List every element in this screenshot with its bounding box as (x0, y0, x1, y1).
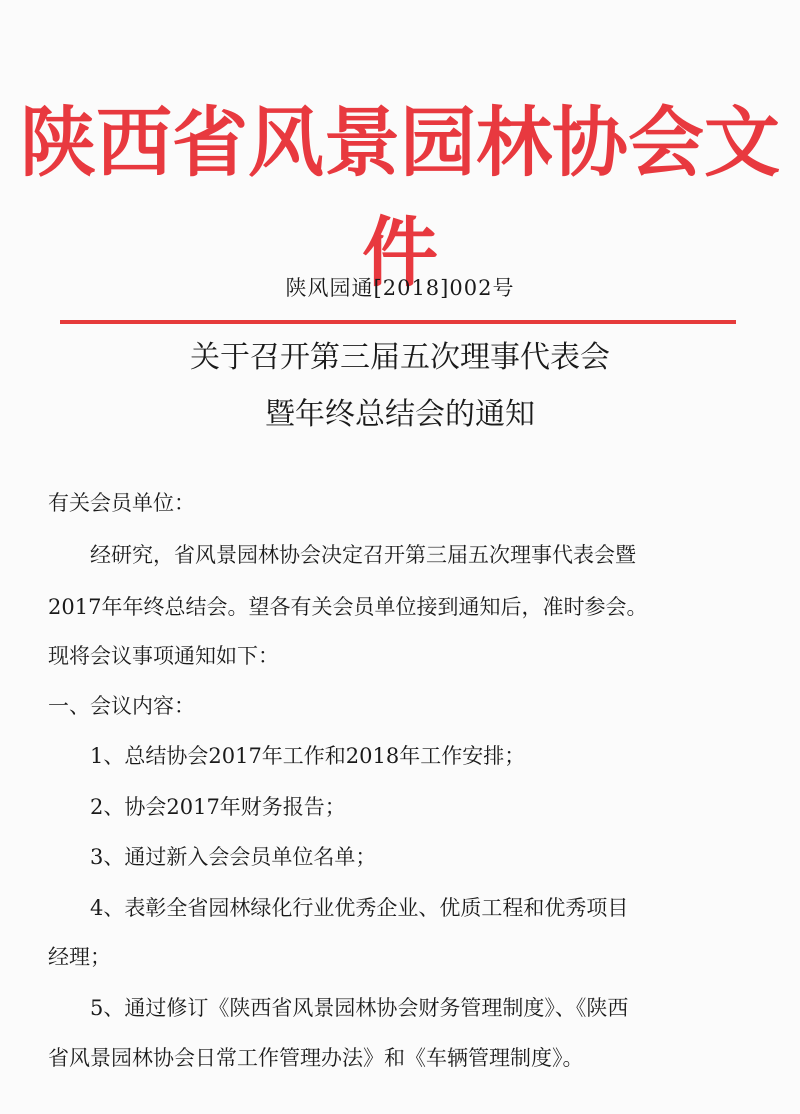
list-item: 3、通过新入会会员单位名单； (90, 845, 377, 869)
document-number: 陕风园通[2018]002号 (285, 276, 515, 300)
body-line: 2017年年终总结会。望各有关会员单位接到通知后，准时参会。 (48, 595, 648, 619)
notice-title-line-1: 关于召开第三届五次理事代表会 (190, 340, 610, 375)
list-item-continuation: 经理； (48, 945, 111, 969)
list-item: 5、通过修订《陕西省风景园林协会财务管理制度》、《陕西 (90, 996, 629, 1020)
masthead-title: 陕西省风景园林协会文件 (20, 98, 780, 297)
notice-title-line-2: 暨年终总结会的通知 (265, 397, 535, 432)
body-line: 现将会议事项通知如下： (48, 644, 279, 668)
list-item: 4、表彰全省园林绿化行业优秀企业、优质工程和优秀项目 (90, 896, 629, 920)
salutation: 有关会员单位： (48, 491, 195, 515)
list-item: 2、协会2017年财务报告； (90, 795, 346, 819)
list-item: 1、总结协会2017年工作和2018年工作安排； (90, 744, 526, 768)
section-heading: 一、会议内容： (48, 694, 195, 718)
list-item-continuation: 省风景园林协会日常工作管理办法》和《车辆管理制度》。 (48, 1046, 584, 1070)
red-divider-line (60, 320, 736, 324)
body-line: 经研究，省风景园林协会决定召开第三届五次理事代表会暨 (90, 543, 636, 567)
